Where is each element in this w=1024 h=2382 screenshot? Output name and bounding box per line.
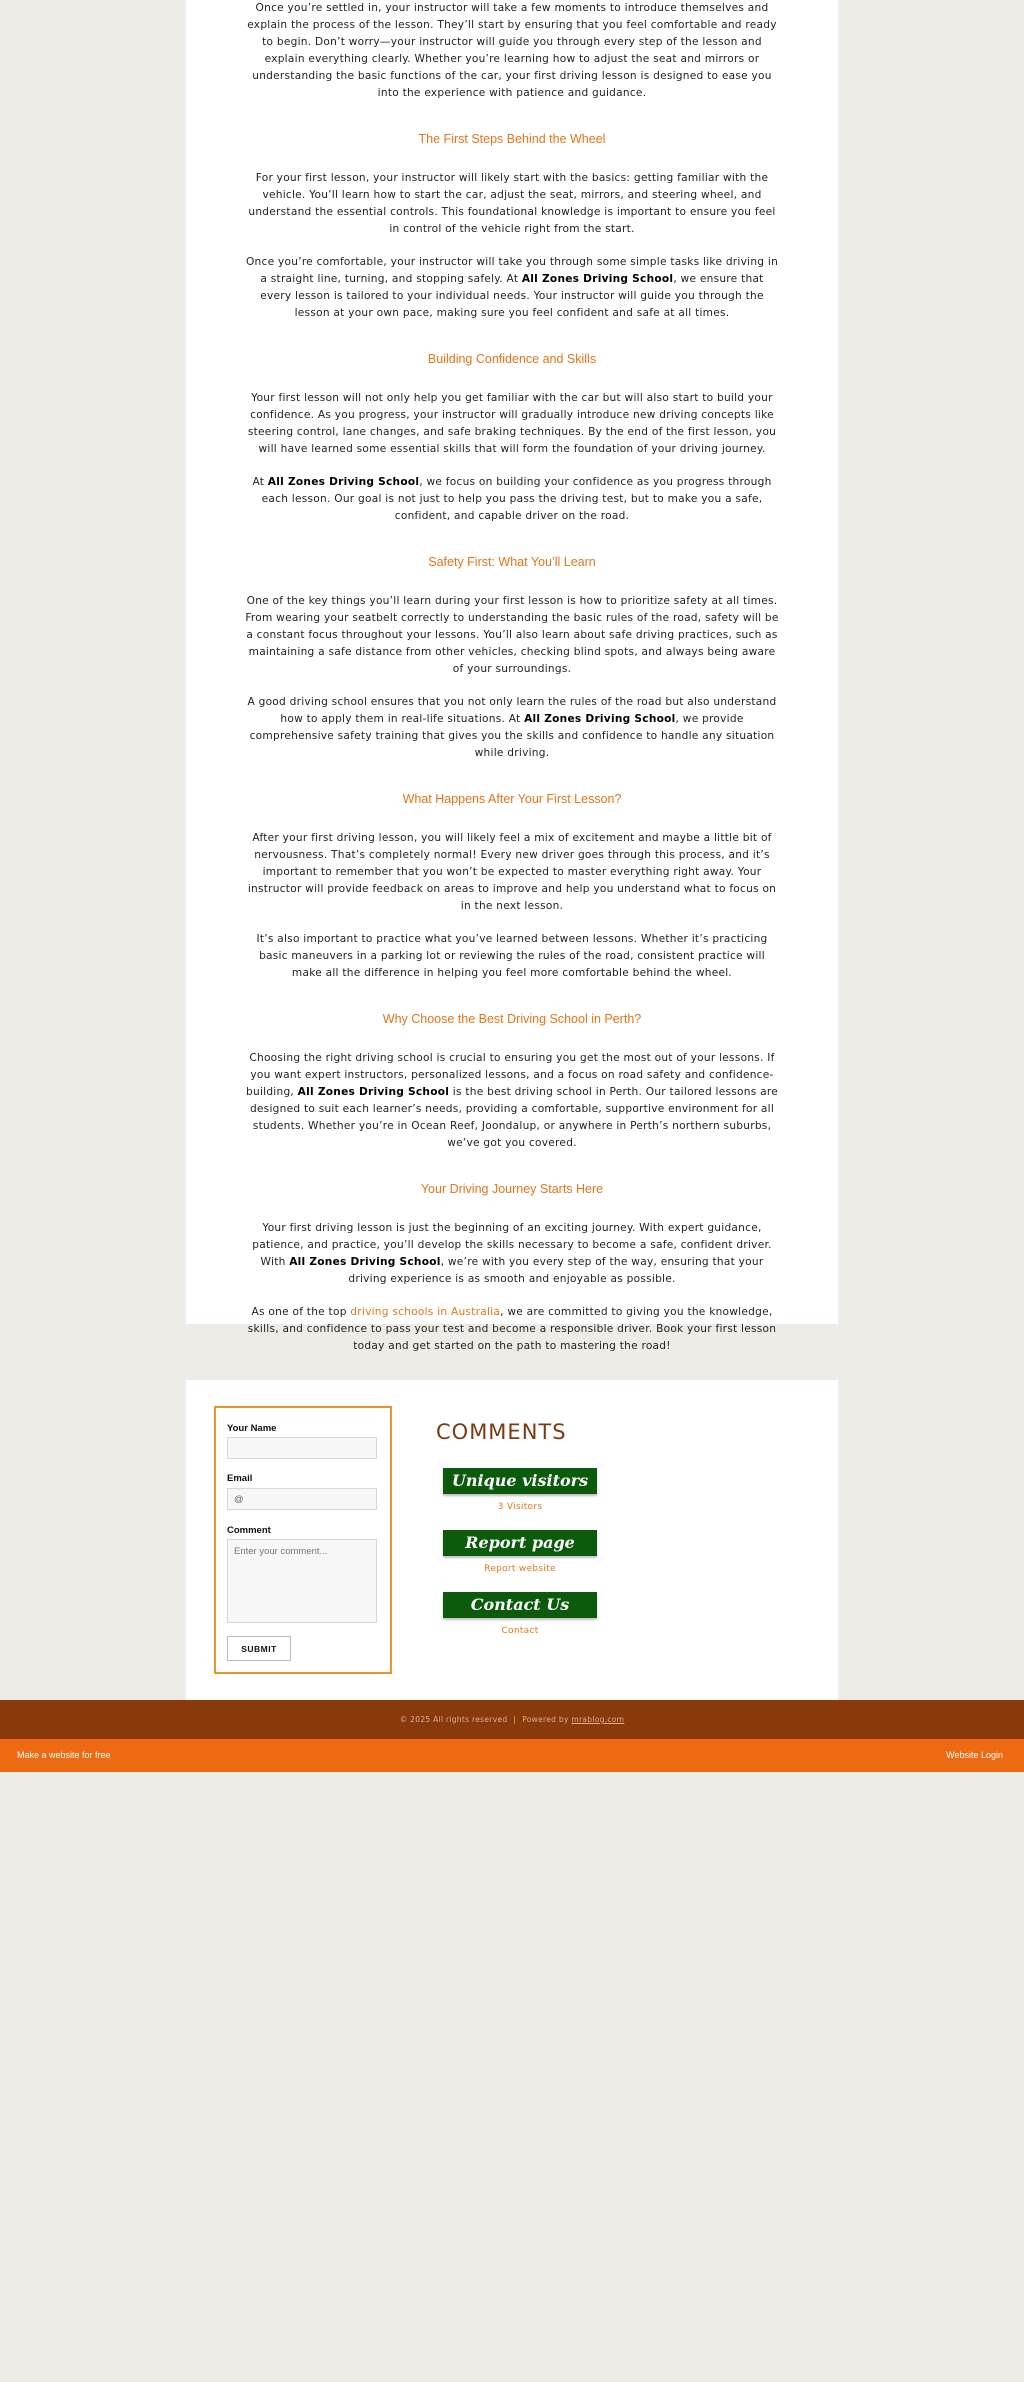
article-panel [186,0,838,1352]
copyright-text: © 2025 All rights reserved [399,1715,508,1724]
school-name: All Zones Driving School [297,1086,450,1098]
paragraph: Your first lesson will not only help you get familiar with the car but will also start to build your confidence. As you progress, your instructor will gradually introduce new driving concepts like steering control, lane changes, and safe braking techniques. By the end of the first lesson, you will have learned some essential skills that will form the foundation of your driving journey. [247,392,777,455]
footer-promo-bar [0,1739,1024,1772]
comment-label: Comment [227,1525,271,1536]
paragraph: It’s also important to practice what you’ve learned between lessons. Whether it’s practicing basic maneuvers in a parking lot or reviewing the rules of the road, consistent practice will make all the difference in helping you feel more comfortable behind the wheel. [256,933,768,979]
report-website-link[interactable]: Report website [484,1564,556,1574]
paragraph: Your first driving lesson is just the beginning of an exciting journey. With expert guidance, patience, and practice, you’ll develop the skills necessary to become a safe, confident driver. With All Zones Driving School, we’re with you every step of the way, ensuring that your driving experience is as smooth and enjoyable as possible. [252,1222,772,1285]
comment-form [214,1406,392,1674]
driving-schools-link[interactable]: driving schools in Australia [350,1306,501,1318]
contact-us-badge[interactable]: Contact Us [443,1592,597,1618]
section-heading-after-lesson: What Happens After Your First Lesson? [402,792,622,806]
email-input[interactable]: @ [227,1488,377,1510]
report-page-badge[interactable]: Report page [443,1530,597,1556]
section-heading-journey: Your Driving Journey Starts Here [420,1182,604,1196]
comment-textarea[interactable] [227,1539,377,1623]
section-heading-confidence: Building Confidence and Skills [427,352,597,366]
paragraph: For your first lesson, your instructor will likely start with the basics: getting familiar with the vehicle. You’ll learn how to start the car, adjust the seat, mirrors, and steering wheel, and understand the essential controls. This foundational knowledge is important to ensure you feel in control of the vehicle right from the start. [248,172,776,235]
section-heading-safety: Safety First: What You’ll Learn [428,555,596,569]
powered-by-text: Powered by [522,1715,569,1724]
paragraph: A good driving school ensures that you not only learn the rules of the road but also understand how to apply them in real-life situations. At All Zones Driving School, we provide comprehensive safety training that gives you the skills and confidence to handle any situation while driving. [247,696,777,759]
article-content [244,0,780,1400]
paragraph: Once you’re comfortable, your instructor will take you through some simple tasks like driving in a straight line, turning, and stopping safely. At All Zones Driving School, we ensure that every lesson is tailored to your individual needs. Your instructor will guide you through the lesson at your own pace, making sure you feel confident and safe at all times. [245,256,779,319]
separator: | [513,1715,517,1724]
unique-visitors-badge: Unique visitors [443,1468,597,1494]
school-name: All Zones Driving School [521,273,674,285]
website-login-link[interactable]: Website Login [946,1750,1003,1760]
school-name: All Zones Driving School [289,1256,441,1268]
paragraph: Choosing the right driving school is crucial to ensuring you get the most out of your lessons. If you want expert instructors, personalized lessons, and a focus on road safety and confidence-building, All Zones Driving School is the best driving school in Perth. Our tailored lessons are designed to suit each learner’s needs, providing a comfortable, supportive environment for all students. Whether you’re in Ocean Reef, Joondalup, or anywhere in Perth’s northern suburbs, we’ve got you covered. [246,1052,778,1149]
contact-link[interactable]: Contact [501,1626,539,1636]
comments-panel [186,1380,838,1700]
comments-title: COMMENTS [436,1420,567,1444]
section-heading-why-choose: Why Choose the Best Driving School in Perth? [382,1012,642,1026]
school-name: All Zones Driving School [267,476,420,488]
powered-by-link[interactable]: mrablog.com [571,1715,625,1724]
section-heading-first-steps: The First Steps Behind the Wheel [418,132,606,146]
visitors-count: 3 Visitors [497,1502,543,1512]
name-label: Your Name [227,1423,277,1434]
name-input[interactable] [227,1437,377,1459]
submit-button[interactable]: SUBMIT [227,1636,291,1661]
make-website-link[interactable]: Make a website for free [17,1750,111,1760]
school-name: All Zones Driving School [524,713,676,725]
email-label: Email [227,1473,253,1484]
intro-paragraph: Once you’re settled in, your instructor will take a few moments to introduce themselves and explain the process of the lesson. They’ll start by ensuring that you feel comfortable and ready to begin. Don’t worry—your instructor will guide you through every step of the lesson and explain everything clearly. Whether you’re learning how to adjust the seat and mirrors or understanding the basic functions of the car, your first driving lesson is designed to ease you into the experience with patience and guidance. [247,2,777,99]
paragraph: At All Zones Driving School, we focus on building your confidence as you progress through each lesson. Our goal is not just to help you pass the driving test, but to make you a safe, confident, and capable driver on the road. [252,476,772,522]
paragraph: One of the key things you’ll learn during your first lesson is how to prioritize safety at all times. From wearing your seatbelt correctly to understanding the basic rules of the road, safety will be a constant focus throughout your lessons. You’ll also learn about safe driving practices, such as maintaining a safe distance from other vehicles, checking blind spots, and always being aware of your surroundings. [245,595,779,675]
paragraph: After your first driving lesson, you will likely feel a mix of excitement and maybe a little bit of nervousness. That’s completely normal! Every new driver goes through this process, and it’s important to remember that you won’t be expected to master everything right away. Your instructor will provide feedback on areas to improve and help you understand what to focus on in the next lesson. [247,832,777,912]
paragraph: As one of the top driving schools in Australia, we are committed to giving you the knowledge, skills, and confidence to pass your test and become a responsible driver. Book your first lesson today and get started on the path to mastering the road! [247,1306,777,1352]
footer-copyright-bar [0,1700,1024,1739]
